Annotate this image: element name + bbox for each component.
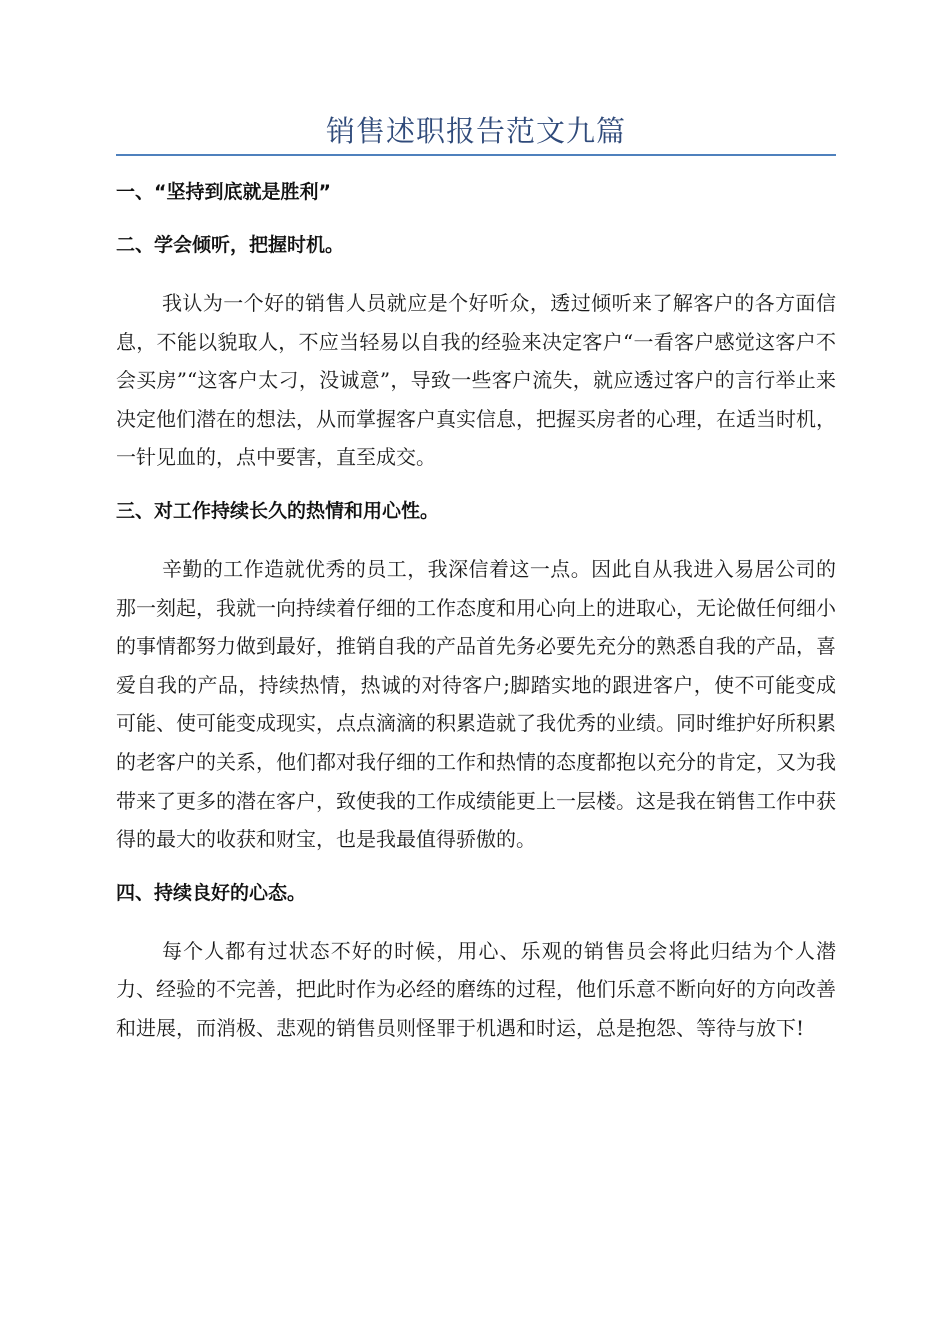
- section-3: [116, 497, 836, 859]
- section-heading: 四、持续良好的心态。: [116, 881, 307, 904]
- section-2: [116, 231, 836, 477]
- section-paragraph: 辛勤的工作造就优秀的员工，我深信着这一点。因此自从我进入易居公司的那一刻起，我就一向持续着仔细的工作态度和用心向上的进取心，无论做任何细小的事情都努力做到最好，推销自我的产品首先务必要先充分的熟悉自我的产品，喜爱自我的产品，持续热情，热诚的对待客户;脚踏实地的跟进客户，使不可能变成可能、使可能变成现实，点点滴滴的积累造就了我优秀的业绩。同时维护好所积累的老客户的关系，他们都对我仔细的工作和热情的态度都抱以充分的肯定，又为我带来了更多的潜在客户，致使我的工作成绩能更上一层楼。这是我在销售工作中获得的最大的收获和财宝，也是我最值得骄傲的。: [116, 556, 836, 852]
- document-title: 销售述职报告范文九篇: [325, 114, 626, 148]
- title-underline: [116, 154, 836, 156]
- section-1: [116, 178, 836, 206]
- section-heading: 二、学会倾听，把握时机。: [116, 234, 345, 256]
- section-heading: 三、对工作持续长久的热情和用心性。: [116, 499, 440, 522]
- section-heading: 一、“坚持到底就是胜利”: [116, 181, 331, 203]
- section-4: [116, 879, 836, 1048]
- document-page: [116, 108, 836, 1068]
- section-paragraph: 每个人都有过状态不好的时候，用心、乐观的销售员会将此归结为个人潜力、经验的不完善，把此时作为必经的磨练的过程，他们乐意不断向好的方向改善和进展，而消极、悲观的销售员则怪罪于机遇和时运，总是抱怨、等待与放下!: [116, 938, 836, 1040]
- section-paragraph: 我认为一个好的销售人员就应是个好听众，透过倾听来了解客户的各方面信息，不能以貌取人，不应当轻易以自我的经验来决定客户“一看客户感觉这客户不会买房”“这客户太刁，没诚意”，导致一些客户流失，就应透过客户的言行举止来决定他们潜在的想法，从而掌握客户真实信息，把握买房者的心理，在适当时机，一针见血的，点中要害，直至成交。: [116, 291, 836, 470]
